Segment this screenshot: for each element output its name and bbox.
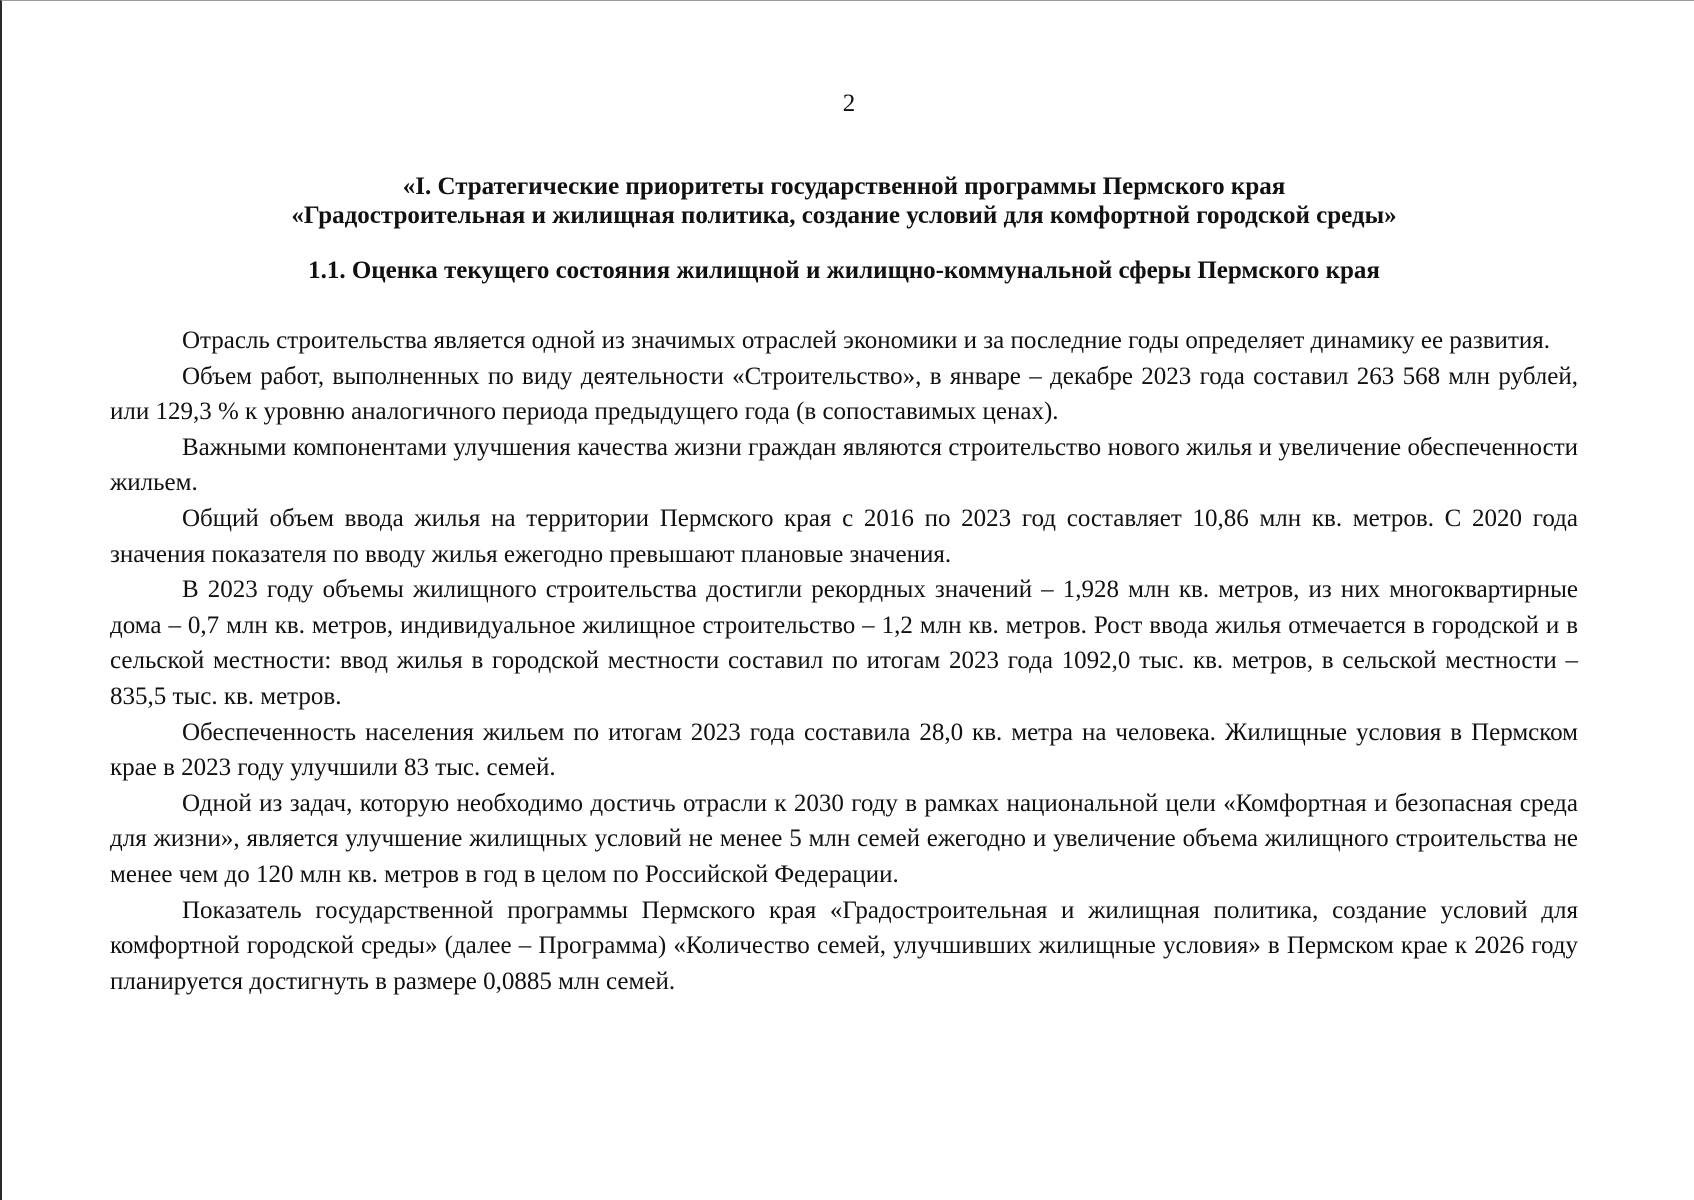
body-text: [110, 323, 1578, 999]
paragraph: Общий объем ввода жилья на территории Пермского края с 2016 по 2023 год составляет 10,86 млн кв. метров. С 2020 года значения показателя по вводу жилья ежегодно превышают плановые значения.: [110, 504, 1578, 568]
paragraph: Одной из задач, которую необходимо достичь отрасли к 2030 году в рамках национальной цели «Комфортная и безопасная среда для жизни», является улучшение жилищных условий не менее 5 млн семей ежегодно и увеличение объема жилищного строительства не менее чем до 120 млн кв. метров в год в целом по Российской Федерации.: [110, 789, 1578, 888]
paragraph: В 2023 году объемы жилищного строительства достигли рекордных значений – 1,928 млн кв. метров, из них многоквартирные дома – 0,7 млн кв. метров, индивидуальное жилищное строительство – 1,2 млн кв. метров. Рост ввода жилья отмечается в городской и в сельской местности: ввод жилья в городской местности составил по итогам 2023 года 1092,0 тыс. кв. метров, в сельской местности – 835,5 тыс. кв. метров.: [110, 576, 1578, 710]
section-title-line-1: «I. Стратегические приоритеты государственной программы Пермского края: [402, 173, 1286, 200]
paragraph: Обеспеченность населения жильем по итогам 2023 года составила 28,0 кв. метра на человека. Жилищные условия в Пермском крае в 2023 году улучшили 83 тыс. семей.: [110, 718, 1578, 782]
page-number: 2: [842, 90, 856, 117]
section-title-line-2: «Градостроительная и жилищная политика, создание условий для комфортной городской среды»: [291, 202, 1397, 229]
subsection-title: 1.1. Оценка текущего состояния жилищной и жилищно-коммунальной сферы Пермского края: [308, 257, 1380, 284]
paragraph: Показатель государственной программы Пермского края «Градостроительная и жилищная политика, создание условий для комфортной городской среды» (далее – Программа) «Количество семей, улучшивших жилищные условия» в Пермском крае к 2026 году планируется достигнуть в размере 0,0885 млн семей.: [110, 896, 1578, 995]
paragraph: Объем работ, выполненных по виду деятельности «Строительство», в январе – декабре 2023 года составил 263 568 млн рублей, или 129,3 % к уровню аналогичного периода предыдущего года (в сопоставимых ценах).: [110, 362, 1578, 426]
paragraph: Отрасль строительства является одной из значимых отраслей экономики и за последние годы определяет динамику ее развития.: [182, 327, 1550, 354]
section-title: [110, 172, 1578, 230]
paragraph: Важными компонентами улучшения качества жизни граждан являются строительство нового жилья и увеличение обеспеченности жильем.: [110, 433, 1578, 497]
